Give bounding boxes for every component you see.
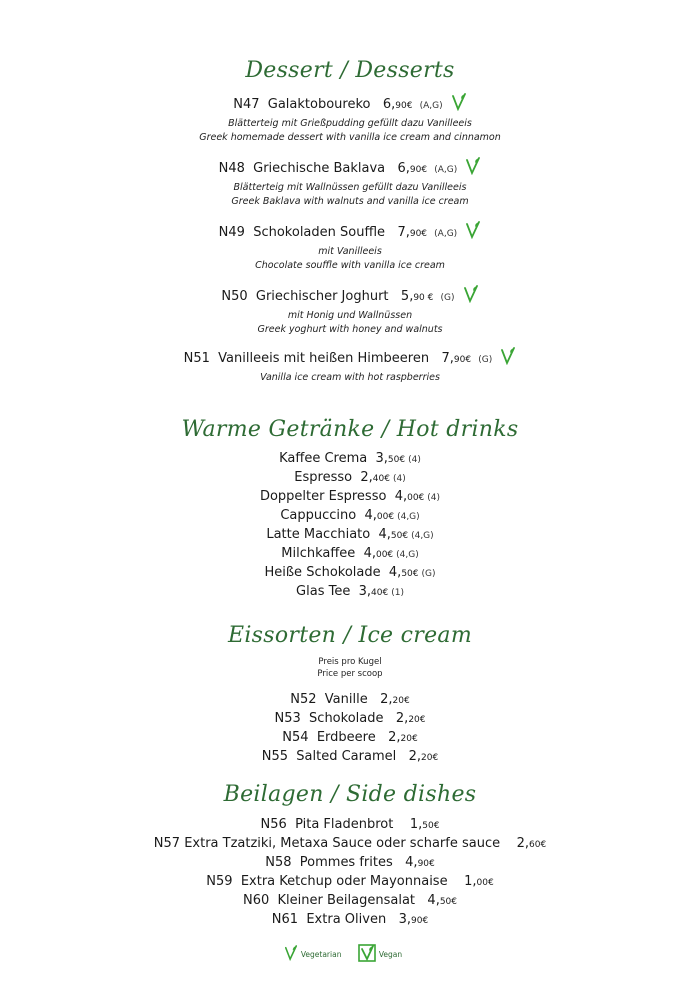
item-price-sub: 20€ <box>400 734 418 744</box>
side-dishes-list <box>0 816 700 930</box>
vegan-icon <box>358 955 376 964</box>
item-price-main: 4, <box>394 489 408 504</box>
item-price-main: 4, <box>363 546 376 561</box>
item-name: Galaktoboureko <box>267 97 371 112</box>
item-price-main: 4, <box>388 565 402 580</box>
item-price-sub: 50€ <box>439 897 458 907</box>
note-en: Price per scoop <box>317 669 383 679</box>
item-price-main: 1, <box>409 817 423 832</box>
item-price-main: 4, <box>405 855 418 870</box>
section-title-hot-drinks: Warme Getränke / Hot drinks <box>181 417 519 442</box>
item-name: Salted Caramel <box>296 749 397 764</box>
item-number: N58 <box>265 855 292 870</box>
item-allergens: (1) <box>391 588 404 598</box>
item-price-main: 1, <box>464 874 477 889</box>
item-price-sub: 00€ <box>376 512 395 522</box>
item-allergens: (A,G) <box>419 101 443 111</box>
diet-legend <box>0 944 700 964</box>
item-price-sub: 50€ <box>401 569 419 579</box>
list-item <box>0 526 700 545</box>
item-number: N61 <box>271 912 299 927</box>
item-name: Glas Tee <box>296 584 351 599</box>
item-name: Latte Macchiato <box>266 527 371 542</box>
item-name: Extra Tzatziki, Metaxa Sauce oder scharfe sauce <box>184 836 501 851</box>
list-item <box>0 710 700 729</box>
item-price-main: 4, <box>364 508 377 523</box>
list-item <box>0 835 700 854</box>
menu-item-n49 <box>0 221 700 272</box>
item-allergens: (4) <box>408 455 421 465</box>
item-name: Pommes frites <box>299 855 393 870</box>
item-desc-de: Blätterteig mit Wallnüssen gefüllt dazu Vanilleeis <box>233 182 467 193</box>
item-price-main: 6, <box>382 97 396 112</box>
item-number: N52 <box>290 692 317 707</box>
item-price-main: 4, <box>427 893 440 908</box>
item-price-sub: 50€ <box>390 531 409 541</box>
item-name: Espresso <box>294 470 353 485</box>
item-name: Schokoladen Souffle <box>253 225 386 240</box>
item-allergens: (4,G) <box>411 531 434 541</box>
item-price-main: 4, <box>378 527 391 542</box>
list-item <box>0 873 700 892</box>
item-number: N51 <box>183 351 210 366</box>
section-title-side-dishes: Beilagen / Side dishes <box>223 782 477 807</box>
vegetarian-icon <box>284 955 298 964</box>
list-item <box>0 892 700 911</box>
item-price-sub: 20€ <box>392 696 410 706</box>
item-price-sub: 40€ <box>372 474 390 484</box>
item-desc-en: Vanilla ice cream with hot raspberries <box>260 372 440 383</box>
hot-drinks-list <box>0 450 700 602</box>
item-desc-de: mit Vanilleeis <box>318 246 382 257</box>
list-item <box>0 564 700 583</box>
item-name: Extra Ketchup oder Mayonnaise <box>240 874 448 889</box>
item-price-main: 3, <box>398 912 411 927</box>
list-item <box>0 507 700 526</box>
item-price-sub: 00€ <box>476 878 494 888</box>
item-number: N59 <box>206 874 233 889</box>
legend-vegan-label: Vegan <box>378 949 403 959</box>
item-price-main: 2, <box>380 692 393 707</box>
list-item <box>0 729 700 748</box>
item-number: N57 <box>153 836 181 851</box>
item-price-sub: 90€ <box>417 859 435 869</box>
item-name: Heiße Schokolade <box>264 565 381 580</box>
item-number: N55 <box>261 749 289 764</box>
item-desc-de: Blätterteig mit Grießpudding gefüllt dazu Vanilleeis <box>228 118 472 129</box>
menu-item-n47 <box>0 93 700 144</box>
item-desc-en: Greek yoghurt with honey and walnuts <box>257 323 443 335</box>
item-allergens: (4) <box>427 493 441 503</box>
item-name: Griechische Baklava <box>253 161 386 176</box>
list-item <box>0 469 700 488</box>
legend-vegetarian-label: Vegetarian <box>300 949 342 959</box>
item-number: N49 <box>218 225 245 240</box>
list-item <box>0 488 700 507</box>
item-name: Kaffee Crema <box>279 451 368 466</box>
item-price-sub: 20€ <box>421 753 439 763</box>
item-allergens: (G) <box>421 569 436 579</box>
item-name: Vanilleeis mit heißen Himbeeren <box>218 351 430 366</box>
item-name: Schokolade <box>309 711 384 726</box>
item-price-main: 2, <box>408 749 422 764</box>
item-price-main: 3, <box>375 451 388 466</box>
item-number: N60 <box>242 893 270 908</box>
item-allergens: (4,G) <box>397 512 420 522</box>
item-name: Milchkaffee <box>281 546 356 561</box>
item-number: N56 <box>260 817 287 832</box>
item-allergens: (G) <box>478 355 493 365</box>
item-price-sub: 90€ <box>409 229 428 239</box>
list-item <box>0 583 700 602</box>
list-item <box>0 816 700 835</box>
item-price-sub: 50€ <box>422 821 440 831</box>
item-price-sub: 60€ <box>529 840 547 850</box>
item-name: Pita Fladenbrot <box>295 817 394 832</box>
item-desc-de: mit Honig und Wallnüssen <box>287 310 413 321</box>
item-number: N53 <box>274 711 301 726</box>
item-allergens: (A,G) <box>434 229 458 239</box>
item-number: N54 <box>282 730 309 745</box>
item-price-main: 5, <box>400 289 414 304</box>
list-item <box>0 545 700 564</box>
item-allergens: (4) <box>392 474 406 484</box>
item-name: Erdbeere <box>316 730 376 745</box>
item-price-sub: 00€ <box>375 550 394 560</box>
vegetarian-icon <box>465 221 481 245</box>
item-desc-en: Greek Baklava with walnuts and vanilla ice cream <box>231 195 469 207</box>
vegetarian-icon <box>500 347 516 371</box>
item-price-main: 2, <box>516 836 530 851</box>
item-price-main: 6, <box>397 161 410 176</box>
section-title-ice-cream: Eissorten / Ice cream <box>227 623 473 648</box>
item-allergens: (4,G) <box>396 550 419 560</box>
vegetarian-icon <box>451 93 467 117</box>
item-price-sub: 90€ <box>411 916 429 926</box>
list-item <box>0 691 700 710</box>
item-price-main: 3, <box>358 584 372 599</box>
item-price-main: 7, <box>441 351 454 366</box>
item-price-main: 2, <box>395 711 409 726</box>
item-price-sub: 90€ <box>409 165 428 175</box>
ice-cream-note <box>0 656 700 680</box>
item-allergens: (A,G) <box>434 165 458 175</box>
item-price-sub: 50€ <box>387 455 406 465</box>
item-price-main: 2, <box>388 730 401 745</box>
menu-item-n51 <box>0 347 700 385</box>
section-title-desserts: Dessert / Desserts <box>245 58 455 83</box>
item-name: Extra Oliven <box>306 912 387 927</box>
item-allergens: (G) <box>440 293 455 303</box>
item-price-sub: 40€ <box>371 588 389 598</box>
list-item <box>0 748 700 767</box>
item-price-sub: 90€ <box>395 101 413 111</box>
list-item <box>0 911 700 930</box>
item-number: N47 <box>233 97 260 112</box>
item-price-sub: 90 € <box>413 293 434 303</box>
item-price-sub: 90€ <box>453 355 472 365</box>
item-desc-en: Chocolate souffle with vanilla ice cream <box>255 259 445 271</box>
item-price-sub: 20€ <box>408 715 426 725</box>
item-name: Doppelter Espresso <box>259 489 387 504</box>
menu-item-n48 <box>0 157 700 208</box>
item-name: Griechischer Joghurt <box>255 289 389 304</box>
item-desc-en: Greek homemade dessert with vanilla ice cream and cinnamon <box>199 131 501 143</box>
vegetarian-icon <box>465 157 481 181</box>
list-item <box>0 450 700 469</box>
item-name: Vanille <box>324 692 368 707</box>
list-item <box>0 854 700 873</box>
item-price-sub: 00€ <box>407 493 425 503</box>
item-number: N48 <box>218 161 245 176</box>
item-name: Cappuccino <box>280 508 357 523</box>
menu-item-n50 <box>0 285 700 336</box>
ice-cream-list <box>0 691 700 767</box>
vegetarian-icon <box>463 285 479 309</box>
item-number: N50 <box>221 289 248 304</box>
item-price-main: 2, <box>360 470 373 485</box>
item-name: Kleiner Beilagensalat <box>277 893 416 908</box>
item-price-main: 7, <box>397 225 410 240</box>
note-de: Preis pro Kugel <box>318 657 382 667</box>
